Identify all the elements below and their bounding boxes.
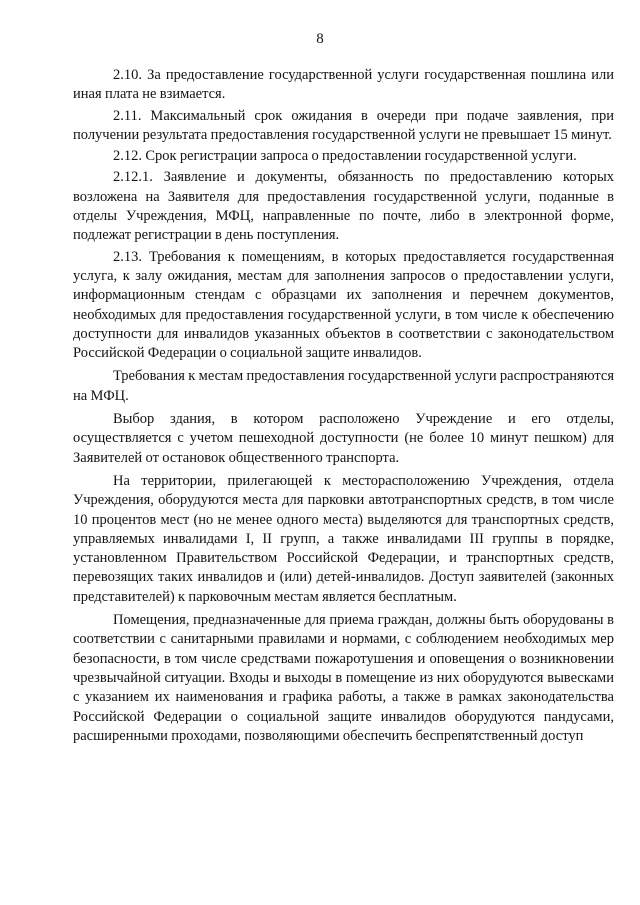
page-number: 8 [316,31,324,47]
paragraph-2-13: 2.13. Требования к помещениям, в которых предоставляется государственная услуга, к залу ожидания, местам для заполнения запросов о предоставлении услуги, информационным стендам с образцами их заполнения и перечнем документов, необходимых для предоставления государственной услуги, в том числе к обеспечению доступности для инвалидов указанных объектов в соответствии с законодательством Российской Федерации о социальной защите инвалидов. [73,248,614,362]
paragraph-2-12-1: 2.12.1. Заявление и документы, обязанность по предоставлению которых возложена на Заявителя для предоставления государственной услуги, поданные в отделы Учреждения, МФЦ, направленные по почте, либо в электронной форме, подлежат регистрации в день поступления. [73,169,614,244]
paragraph-2-12: 2.12. Срок регистрации запроса о предоставлении государственной услуги. [113,148,577,165]
paragraph-parking: На территории, прилегающей к месторасположению Учреждения, отдела Учреждения, оборудуются места для парковки автотранспортных средств, в том числе 10 процентов мест (но не менее одного места) выделяются для транспортных средств, управляемых инвалидами I, II групп, а также инвалидами III группы в порядке, установленном Правительством Российской Федерации, и транспортных средств, перевозящих таких инвалидов и (или) детей-инвалидов. Доступ заявителей (законных представителей) к парковочным местам является бесплатным. [73,472,614,605]
paragraph-building-choice: Выбор здания, в котором расположено Учреждение и его отделы, осуществляется с учетом пешеходной доступности (не более 10 минут пешком) для Заявителей от остановок общественного транспорта. [73,411,614,466]
paragraph-2-10: 2.10. За предоставление государственной услуги государственная пошлина или иная плата не взимается. [73,67,614,103]
paragraph-2-11: 2.11. Максимальный срок ожидания в очереди при подаче заявления, при получении результата предоставления государственной услуги не превышает 15 минут. [73,107,614,143]
paragraph-mfc-requirements: Требования к местам предоставления государственной услуги распространяются на МФЦ. [73,368,614,404]
document-body [73,66,614,746]
paragraph-premises: Помещения, предназначенные для приема граждан, должны быть оборудованы в соответствии с санитарными правилами и нормами, с соблюдением необходимых мер безопасности, в том числе средствами пожаротушения и оповещения о возникновении чрезвычайной ситуации. Входы и выходы в помещение из них оборудуются вывесками с указанием их наименования и графика работы, а также в рамках законодательства Российской Федерации о социальной защите инвалидов оборудуются пандусами, расширенными проходами, позволяющими обеспечить беспрепятственный доступ [73,612,614,744]
